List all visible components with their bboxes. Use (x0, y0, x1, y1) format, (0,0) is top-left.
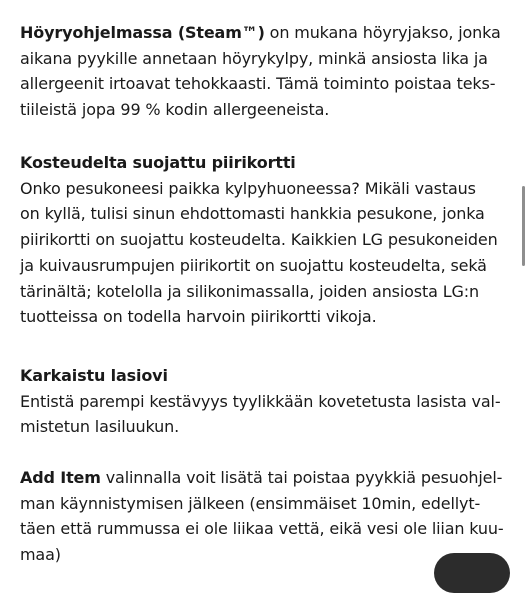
floating-action-button[interactable] (434, 553, 510, 593)
glass-door-paragraph (20, 389, 510, 440)
steam-paragraph (20, 20, 510, 123)
circuit-paragraph (20, 176, 510, 330)
text-line: täen että rummussa ei ole liikaa vettä, eikä vesi ole liian kuu- (20, 519, 504, 539)
steam-section (20, 20, 510, 123)
text-line: ja kuivausrumpujen piirikortit on suojattu kosteudelta, sekä (20, 255, 487, 275)
text-line: tuotteissa on todella harvoin piirikortti vikoja. (20, 307, 377, 327)
glass-door-heading: Karkaistu lasiovi (20, 366, 168, 385)
text-line: maa) (20, 545, 61, 565)
text-line: allergeenit irtoavat tehokkaasti. Tämä toiminto poistaa teks- (20, 74, 496, 94)
text-span: valinnalla voit lisätä tai poistaa pyykkiä pesuohjel- (100, 468, 503, 487)
add-item-paragraph (20, 465, 510, 568)
text-line (20, 465, 510, 491)
scrollbar-thumb[interactable] (522, 186, 525, 266)
text-line: piirikortti on suojattu kosteudelta. Kaikkien LG pesukoneiden (20, 230, 498, 250)
glass-door-section (20, 363, 510, 440)
steam-bold-term: Höyryohjelmassa (Steam™) (20, 23, 265, 42)
text-line: on kyllä, tulisi sinun ehdottomasti hankkia pesukone, jonka (20, 204, 485, 224)
text-line (20, 20, 510, 46)
circuit-heading: Kosteudelta suojattu piirikortti (20, 153, 296, 172)
text-line: man käynnistymisen jälkeen (ensimmäiset 10min, edellyt- (20, 493, 481, 513)
text-line: tärinältä; kotelolla ja silikonimassalla, joiden ansiosta LG:n (20, 281, 479, 301)
add-item-bold-term: Add Item (20, 468, 101, 487)
circuit-section (20, 150, 510, 330)
text-line: Onko pesukoneesi paikka kylpyhuoneessa? Mikäli vastaus (20, 178, 476, 198)
text-line: Entistä parempi kestävyys tyylikkään kovetetusta lasista val- (20, 391, 501, 411)
text-line: tiileistä jopa 99 % kodin allergeeneista. (20, 100, 330, 120)
text-line: mistetun lasiluukun. (20, 417, 180, 437)
add-item-section (20, 465, 510, 568)
text-span: on mukana höyryjakso, jonka (264, 23, 501, 42)
text-line: aikana pyykille annetaan höyrykylpy, minkä ansiosta lika ja (20, 48, 488, 68)
